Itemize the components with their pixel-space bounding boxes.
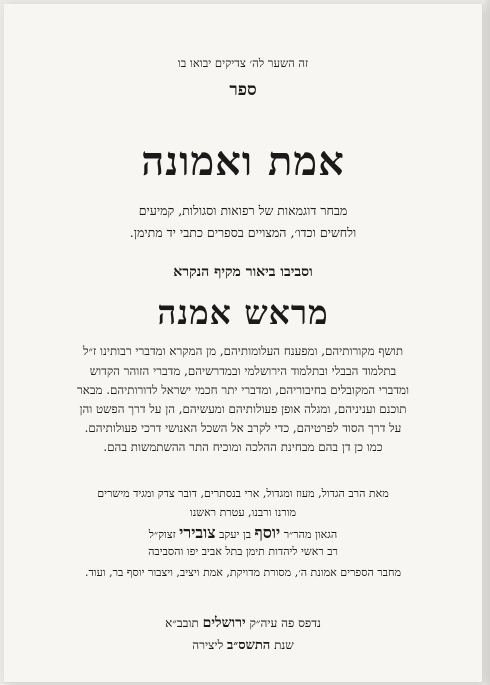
imprint-year-suffix: ליצירה: [192, 638, 224, 652]
author-name-line: [4, 523, 482, 543]
imprint-year-line: [4, 637, 482, 653]
author-prefix: הגאון מהר״ר: [283, 528, 338, 541]
description-line-3: ומדברי המקובלים בחיבוריהם, ומדברי יתר חכמי ישראל לדורותיהם. מבאר: [76, 383, 410, 397]
imprint-place-prefix: נדפס פה עיה״ק: [249, 616, 321, 630]
commentary-title: מראש אמנה: [157, 293, 329, 332]
book-title: אמת ואמונה: [141, 138, 345, 185]
title-page: [4, 4, 482, 682]
author-other-books-text: מחבר הספרים אמונת ה׳, מסורת מדויקת, אמת ויציב, ויצבור יוסף בר, ועוד.: [84, 566, 402, 579]
author-other-books: [4, 566, 482, 579]
author-first-name: יוסף: [254, 523, 281, 542]
page-edge: [482, 0, 490, 685]
author-honorific-2: מורנו ורבנו, עטרת ראשנו: [189, 506, 297, 519]
description-line-1: תושף מקורותיהם, ומפענח העלומותיהם, מן המקרא ומדברי רבותינו ז״ל: [82, 344, 404, 358]
book-subtitle-line-1: מבחר דוגמאות של רפואות וסגולות, קמיעים: [138, 203, 348, 218]
imprint-year-prefix: שנת: [274, 638, 294, 652]
book-label: ספר: [229, 80, 257, 100]
author-suffix: זצוק״ל: [148, 528, 176, 541]
author-patronymic: בן יעקב: [219, 528, 251, 541]
author-position: רב ראשי ליהדות תימן בתל אביב יפו והסביבה: [148, 545, 338, 558]
description-line-4: תוכנם ועניניהם, ומגלה אופן פעולותיהם ומעשיהם, הן על דרך הפשט והן: [79, 402, 407, 416]
imprint-year: התשס״ב: [227, 638, 271, 653]
description-line-2: בתלמוד הבבלי ובתלמוד הירושלמי ובמדרשיהם, מדברי הזוהר הקדוש: [89, 364, 397, 378]
author-honorific: מאת הרב הגדול, מעוז ומגדול, ארי בנסתרים, דובר צדק ומגיד מישרים: [97, 487, 389, 500]
imprint-city: ירושלים: [202, 615, 246, 631]
description-line-6: כמו כן דן בהם מבחינת ההלכה ומוכיח התר ההשתמשות בהם.: [103, 440, 383, 454]
imprint-place-suffix: תובב״א: [165, 616, 199, 630]
description-line-5: על דרך הסוד לפרטיהם, כדי לקרב אל השכל האנושי דרכי פעולותיהם.: [84, 421, 402, 435]
opening-verse: זה השער לה׳ צדיקים יבואו בו: [177, 56, 309, 70]
imprint-place-line: [4, 615, 482, 632]
book-subtitle-line-2: ולחשים וכדו׳, המצויים בספרים כתבי יד מתימן.: [129, 225, 357, 240]
commentary-intro: וסביבו ביאור מקיף הנקרא: [173, 264, 313, 280]
author-surname: צובירי: [179, 523, 216, 542]
